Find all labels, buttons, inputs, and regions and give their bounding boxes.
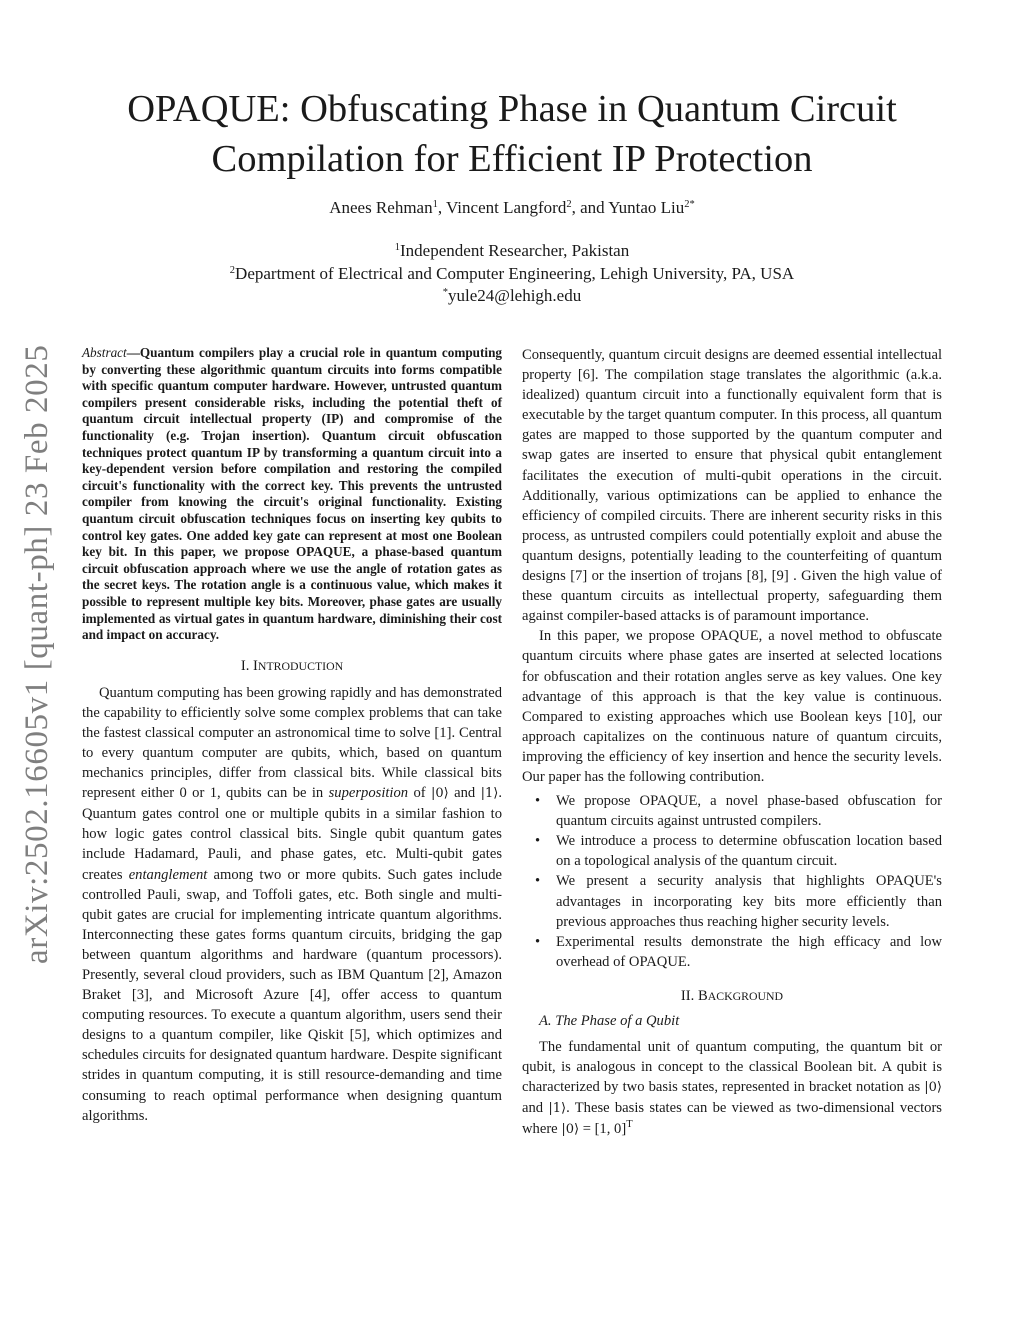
math-transpose: T: [626, 1119, 633, 1131]
author-name: Anees Rehman: [329, 198, 433, 217]
bullet: •: [535, 793, 541, 810]
paper-title-line-1: OPAQUE: Obfuscating Phase in Quantum Circuit: [127, 88, 897, 130]
author-name: Yuntao Liu: [608, 198, 685, 217]
author-separator: , and: [571, 198, 609, 217]
author-affiliation-mark: 2*: [684, 199, 695, 210]
list-item: • We introduce a process to determine obfuscation location based on a topological analysis of the quantum circuit.: [535, 833, 942, 870]
emphasis: superposition: [328, 785, 409, 802]
bullet: •: [535, 873, 541, 890]
math-ket: |1⟩: [480, 786, 499, 802]
list-item: • We propose OPAQUE, a novel phase-based obfuscation for quantum circuits against untrusted compilers.: [535, 793, 942, 830]
left-column: [82, 345, 502, 1126]
affiliation-1: $^1$Independent Researcher, Pakistan: [394, 241, 630, 260]
abstract-text: —Quantum compilers play a crucial role in quantum computing by converting these algorithmic quantum circuits into forms compatible with specific quantum computer hardware. However, untrusted quantum compilers present considerable risks, including the potential theft of quantum circuit intellectual property (IP) and compromise of the functionality (e.g. Trojan insertion). Quantum circuit obfuscation techniques protect quantum IP by transforming a quantum circuit into a key-dependent version before compilation and restoring the compiled circuit's functionality with the correct key. This prevents the untrusted compiler from knowing the circuit's original functionality. Existing quantum circuit obfuscation techniques focus on inserting key qubits to control key gates. One added key gate can represent at most one Boolean key bit. In this paper, we propose OPAQUE, a phase-based quantum circuit obfuscation approach where we use the angle of rotation gates as the secret keys. The rotation angle is a continuous value, which makes it possible to represent multiple key bits. Moreover, phase gates are usually implemented as virtual gates in quantum hardware, diminishing their cost and impact on accuracy.: [82, 345, 502, 643]
bullet: •: [535, 933, 541, 950]
author-list: [0, 198, 1024, 218]
paragraph: Quantum computing has been growing rapidly and has demonstrated the capability to efficiently solve some complex problems that can take the fastest classical computer an astronomical time to solve [1]. Central to every quantum computer are qubits, which, based on quantum mechanics principles, differ from classical bits. While classical bits represent either 0 or 1, qubits can be in superposition of |0⟩ and |1⟩. Quantum gates control one or multiple qubits in a similar fashion to how logic gates control classical bits. Single qubit quantum gates include Hadamard, Pauli, and phase gates, etc. Multi-qubit gates creates entanglement among two or more qubits. Such gates include controlled Pauli, swap, and Toffoli gates, etc. Both single and multi-qubit gates are crucial for implementing intricate quantum algorithms. Interconnecting these gates forms quantum circuits, bridging the gap between quantum algorithms and hardware (quantum processors). Presently, several cloud providers, such as IBM Quantum [2], Amazon Braket [3], and Microsoft Azure [4], offer access to quantum computing resources. To execute a quantum algorithm, users send their designs to a quantum compiler, like Qiskit [5], which optimizes and schedules circuits for designated quantum hardware. Despite significant strides in quantum computing, it is still resource-demanding and time consuming to reach optimal performance when designing quantum algorithms.: [82, 684, 502, 1124]
abstract: [82, 345, 502, 644]
author-separator: ,: [437, 198, 447, 217]
math-ket: |0⟩: [561, 1122, 580, 1138]
paragraph: In this paper, we propose OPAQUE, a novel method to obfuscate quantum circuits where phase gates are inserted at selected locations for obfuscation and their rotation angles serve as key values. One key advantage of this approach is that the key value is continuous. Compared to existing approaches which use Boolean keys [10], our approach capitalizes on the continuous nature of quantum circuits, improving the efficiency of key insertion and hence the security levels. Our paper has the following contribution.: [522, 628, 942, 785]
paragraph: Consequently, quantum circuit designs are deemed essential intellectual property [6]. The compilation stage translates the algorithmic (a.k.a. idealized) quantum circuit into a functionally equivalent form that is executable by the target quantum computer. In this process, all quantum gates are mapped to those supported by the quantum computer and swap gates are inserted to ensure that physical qubit entanglement facilitates the execution of multi-qubit operations in the circuit. Additionally, various optimizations can be applied to enhance the efficiency of compiled circuits. There are inherent security risks in this process, as untrusted compilers could potentially exploit and abuse the quantum designs, potentially leading to the counterfeiting of quantum designs [7] or the insertion of trojans [8], [9] . Given the high value of these quantum circuits as intellectual property, safeguarding them against compiler-based attacks is of paramount importance.: [522, 347, 942, 625]
author-name: Vincent Langford: [446, 198, 567, 217]
paper-title-line-2: Compilation for Efficient IP Protection: [211, 138, 813, 180]
math-ket: |0⟩: [924, 1080, 942, 1096]
math-ket: |1⟩: [548, 1101, 567, 1117]
arxiv-side-stamp: arXiv:2502.16605v1 [quant-ph] 23 Feb 2025: [19, 344, 55, 964]
list-item: • We present a security analysis that highlights OPAQUE's advantages in incorporating key bits more efficiently than previous approaches thus reaching higher security levels.: [535, 873, 942, 930]
section-heading-background: II. BACKGROUND: [680, 987, 784, 1004]
bullet: •: [535, 833, 541, 850]
math-ket: |0⟩: [431, 786, 449, 802]
section-heading-introduction: I. INTRODUCTION: [240, 657, 344, 674]
subsection-heading: A. The Phase of a Qubit: [539, 1012, 680, 1029]
paper-title: [60, 84, 964, 184]
abstract-label: Abstract: [82, 345, 127, 360]
author-affiliation-mark: 1: [432, 199, 438, 210]
author-affiliation-mark: 2: [566, 199, 572, 210]
introduction-body: [82, 683, 502, 1126]
affiliation-2: $^2$Department of Electrical and Computer Engineering, Lehigh University, PA, USA: [229, 263, 795, 283]
emphasis: entanglement: [128, 866, 208, 883]
paragraph: The fundamental unit of quantum computing, the quantum bit or qubit, is analogous in concept to the classical Boolean bit. A qubit is characterized by two basis states, represented in bracket notation as |0⟩ and |1⟩. These basis states can be viewed as two-dimensional vectors where |0⟩ = [1, 0]$^T$: [522, 1039, 942, 1138]
math-vector: = [1, 0]: [579, 1121, 627, 1138]
right-column: [522, 345, 942, 1140]
list-item: • Experimental results demonstrate the high efficacy and low overhead of OPAQUE.: [535, 933, 942, 970]
contact-email: *yule24@lehigh.edu: [442, 286, 582, 305]
contribution-list: [522, 791, 942, 972]
affiliations: [0, 240, 1024, 308]
